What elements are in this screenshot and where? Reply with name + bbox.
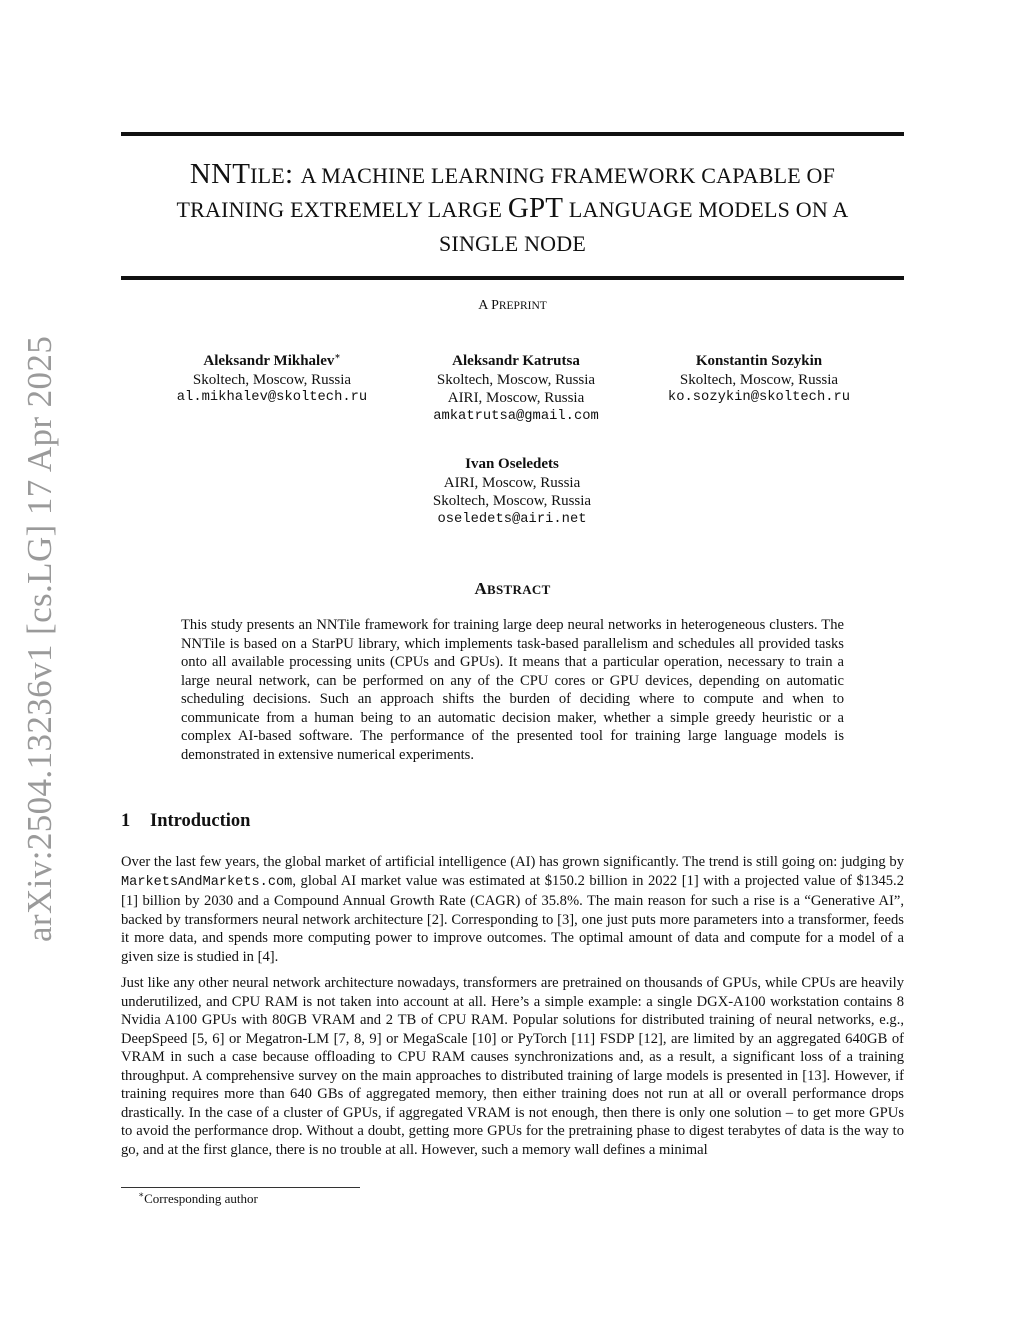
author-name: Aleksandr Katrutsa: [452, 353, 580, 369]
author-affiliation: Skoltech, Moscow, Russia: [679, 371, 839, 388]
intro-paragraph-1: Over the last few years, the global market of artificial intelligence (AI) has grown significantly. The trend is still going on: judging by MarketsAndMarkets.com, global AI market value was estimated at $150.2 billion in 2022 [1] with a projected value of $1345.2 [1] billion by 2030 and a Compound Annual Growth Rate (CAGR) of 35.8%. The main reason for such a rise is a “Generative AI”, backed by transformers neural network architecture [2]. Corresponding to [3], one just puts more parameters into a transformer, feeds it more data, and spends more computing power to improve outcomes. The optimal amount of data and compute for a model of a given size is studied in [4].: [121, 854, 904, 965]
abstract-heading: ABSTRACT: [474, 579, 551, 598]
arxiv-stamp: arXiv:2504.13236v1 [cs.LG] 17 Apr 2025: [20, 335, 59, 942]
author-affiliation: Skoltech, Moscow, Russia: [192, 371, 352, 388]
author-email[interactable]: al.mikhalev@skoltech.ru: [176, 390, 368, 405]
author-name: Ivan Oseledets: [465, 456, 559, 472]
author-affiliation: Skoltech, Moscow, Russia: [436, 371, 596, 388]
intro-paragraph-2: Just like any other neural network architecture nowadays, transformers are pretrained on thousands of GPUs, while CPUs are heavily underutilized, and CPU RAM is not taken into account at all. Here’s a simple example: a single DGX-A100 workstation contains 8 Nvidia A100 GPUs with 80GB VRAM and 2 TB of CPU RAM. Popular solutions for distributed training of neural networks, e.g., DeepSpeed [5, 6] or Megatron-LM [7, 8, 9] or MegaScale [10] or PyTorch [11] FSDP [12], are limited by an aggregated 640GB of VRAM in such a case because offloading to CPU RAM causes synchronizations and, as a result, a significant loss of a training throughput. A comprehensive survey on the main approaches to distributed training of large models is presented in [13]. However, if training requires more than 640 GBs of aggregated memory, then either training does not run at all or overall performance drops drastically. In the case of a cluster of GPUs, if aggregated VRAM is not enough, then there is only one solution – to get more GPUs to avoid the performance drop. Without a doubt, getting more GPUs for the pretraining phase to digest terabytes of data is the way to go, and at the first glance, there is no trouble at all. However, such a memory wall defines a minimal: [121, 975, 904, 1158]
section-heading: 1 Introduction: [121, 811, 251, 831]
footnote: ∗Corresponding author: [138, 1189, 258, 1206]
author-block: [382, 455, 642, 529]
title-line-1: NNTILE: A MACHINE LEARNING FRAMEWORK CAPABLE OF: [189, 158, 836, 190]
author-affiliation: AIRI, Moscow, Russia: [447, 390, 585, 406]
author-affiliation: AIRI, Moscow, Russia: [443, 474, 581, 491]
paper-title: [121, 158, 904, 260]
author-block: [386, 352, 646, 426]
title-line-3: SINGLE NODE: [438, 231, 586, 256]
title-top-rule: [121, 132, 904, 136]
title-bottom-rule: [121, 276, 904, 280]
abstract-text: This study presents an NNTile framework for training large deep neural networks in heterogeneous clusters. The NNTile is based on a StarPU library, which implements task-based parallelism and schedules all provided tasks onto all available processing units (CPUs and GPUs). It means that a particular operation, necessary to train a large neural network, can be performed on any of the CPU cores or GPU devices, depending on automatic scheduling decisions. Such an approach shifts the burden of deciding where to compute and when to communicate from a human being to an automatic decision maker, whether a simple greedy heuristic or a complex AI-based software. The performance of the presented tool for training large language models is demonstrated in extensive numerical experiments.: [181, 617, 844, 763]
preprint-label: A PREPRINT: [478, 298, 547, 313]
footnote-rule: [121, 1187, 360, 1188]
author-affiliation: Skoltech, Moscow, Russia: [432, 493, 592, 509]
author-name: Konstantin Sozykin: [695, 353, 823, 369]
author-block: [142, 352, 402, 408]
author-email[interactable]: oseledets@airi.net: [437, 511, 587, 527]
author-email[interactable]: amkatrutsa@gmail.com: [433, 408, 599, 424]
title-line-2: TRAINING EXTREMELY LARGE GPT LANGUAGE MODELS ON A: [176, 192, 849, 224]
author-block: [629, 352, 889, 408]
author-name: Aleksandr Mikhalev∗: [203, 351, 341, 369]
author-email[interactable]: ko.sozykin@skoltech.ru: [667, 390, 851, 405]
